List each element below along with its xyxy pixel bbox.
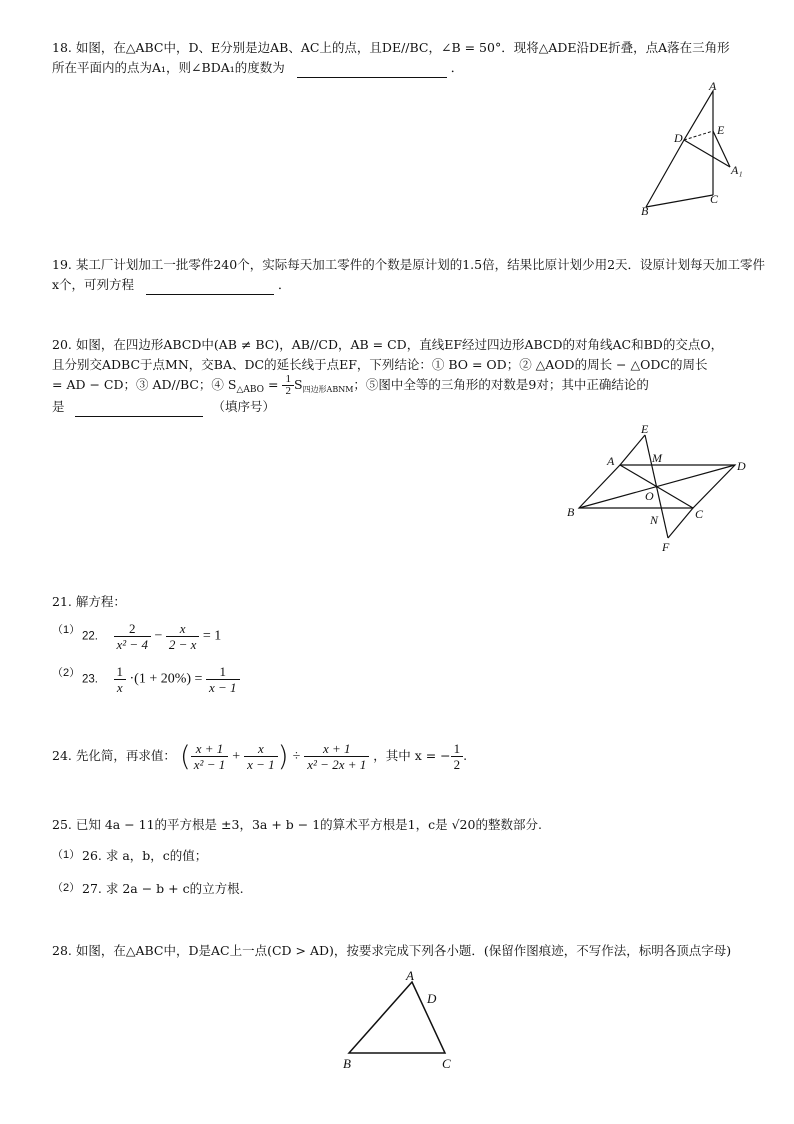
q24-value-num: 1 xyxy=(451,741,464,757)
q21-p1-f1-den: x² − 4 xyxy=(116,637,148,652)
fig28-label-a: A xyxy=(406,968,414,983)
q24-f3-den: x² − 2x + 1 xyxy=(307,757,367,772)
q21-p2-f1-num: 1 xyxy=(114,664,127,680)
fig20-label-o: O xyxy=(645,489,654,503)
question-24: 24. 先化简，再求值： ( $\frac{x + 1}{\text{x² − 1}}$ + $\frac{x}{x - 1}$ ) ÷ $\frac{x + 1}{\text{x² − 2x + 1}}$ ，其中 x = − $\frac{1}{2}$ . xyxy=(52,739,468,773)
q24-label: 24. 先化简，再求值： xyxy=(52,748,176,763)
q20-line3-a: = AD − CD；③ AD//BC；④ S xyxy=(52,377,237,392)
q21-p1-rhs: = 1 xyxy=(202,628,222,644)
q21-part1-number: 22. xyxy=(82,630,98,643)
fig20-label-n: N xyxy=(650,513,659,527)
fig20-label-d: D xyxy=(737,459,746,473)
figure-20 xyxy=(565,420,755,555)
question-18-line1: 18. 如图，在△ABC中，D、E分别是边AB、AC上的点，且DE//BC，∠B = 50°．现将△ADE沿DE折叠，点A落在三角形 xyxy=(52,40,730,55)
fig18-label-e: E xyxy=(717,123,725,137)
fig18-label-a: A xyxy=(709,79,717,93)
fig18-label-d: D xyxy=(674,131,683,145)
q20-frac-den: 2 xyxy=(285,385,291,397)
q24-f1-den: x² − 1 xyxy=(193,757,226,772)
q21-part2-number: 23. xyxy=(82,673,98,686)
fig20-label-c: C xyxy=(695,507,704,521)
question-25-line1: 25. 已知 4a − 11的平方根是 ±3，3a + b − 1的算术平方根是1，c是 √20的整数部分. xyxy=(52,817,542,832)
q20-line4-end: （填序号） xyxy=(212,399,275,414)
q20-line4-text: 是 xyxy=(52,399,65,414)
question-21-title: 21. 解方程： xyxy=(52,594,126,609)
q21-p2-f1-den: x xyxy=(116,680,123,695)
figure-28 xyxy=(340,965,470,1075)
q20-line3-eq: = xyxy=(264,377,283,392)
question-19-end: ． xyxy=(278,277,291,292)
q21-p2-mid: ·(1 + 20%) = xyxy=(129,671,203,687)
q24-f1-num: x + 1 xyxy=(191,741,228,757)
q21-part2-equation xyxy=(82,664,240,695)
q20-frac-num: 1 xyxy=(282,374,294,386)
fig20-label-f: F xyxy=(662,540,670,554)
fig20-label-m: M xyxy=(652,451,662,465)
fig28-label-c: C xyxy=(442,1056,451,1071)
question-19-line2 xyxy=(52,275,291,295)
q24-f2-den: x − 1 xyxy=(247,757,275,772)
question-20-line4 xyxy=(52,397,275,417)
q21-part1-label: （1） xyxy=(52,624,81,636)
q21-p1-f1-num: 2 xyxy=(114,621,151,637)
q25-part2-label: （2） xyxy=(52,882,81,894)
question-28-line1: 28. 如图，在△ABC中，D是AC上一点(CD > AD)，按要求完成下列各小题．(保留作图痕迹，不写作法，标明各顶点字母) xyxy=(52,943,732,958)
q24-end: . xyxy=(463,748,468,763)
q20-line3-sub2: 四边形ABNM xyxy=(302,385,354,394)
q20-line3-b: S xyxy=(293,377,303,392)
q21-part1-equation xyxy=(82,621,221,652)
q24-div: ÷ xyxy=(292,749,301,764)
q21-p1-f2-den: 2 − x xyxy=(168,637,197,652)
q21-part2-label: （2） xyxy=(52,667,81,679)
fig18-label-b: B xyxy=(641,204,649,218)
q24-f3-num: x + 1 xyxy=(304,741,369,757)
fig20-label-e: E xyxy=(641,422,649,436)
q25-part1-label: （1） xyxy=(52,849,81,861)
q24-value-den: 2 xyxy=(453,757,461,772)
fig18-label-a1: A₁ xyxy=(731,163,743,177)
q20-line3-c: ；⑤图中全等的三角形的对数是9对；其中正确结论的 xyxy=(353,377,649,392)
question-18-line2 xyxy=(52,58,463,78)
q20-line3-sub: △ABO xyxy=(236,385,265,395)
question-18-text: 所在平面内的点为A₁，则∠BDA₁的度数为 xyxy=(52,60,285,75)
q21-p2-f2-den: x − 1 xyxy=(208,680,237,695)
answer-blank-19[interactable] xyxy=(146,294,274,295)
question-19-text: x个，可列方程 xyxy=(52,277,135,292)
q21-p1-f2-num: x xyxy=(166,621,200,637)
fig20-label-b: B xyxy=(567,505,575,519)
q25-part1-text: 26. 求 a，b，c的值； xyxy=(82,848,208,863)
fig28-label-b: B xyxy=(343,1056,351,1071)
q21-p1-op: − xyxy=(154,628,163,644)
q21-p2-f2-num: 1 xyxy=(206,664,240,680)
question-20-line1: 20. 如图，在四边形ABCD中(AB ≠ BC)，AB//CD，AB = CD，直线EF经过四边形ABCD的对角线AC和BD的交点O， xyxy=(52,337,724,352)
fig20-label-a: A xyxy=(607,454,615,468)
q25-part2-text: 27. 求 2a − b + c的立方根. xyxy=(82,881,244,896)
fig18-label-c: C xyxy=(710,192,719,206)
fig28-label-d: D xyxy=(427,991,437,1006)
question-18-end: ． xyxy=(450,60,464,75)
answer-blank-18[interactable] xyxy=(297,77,447,78)
q24-plus: + xyxy=(232,749,241,764)
question-20-line2: 且分别交ADBC于点MN，交BA、DC的延长线于点EF，下列结论：① BO = OD；② △AOD的周长 − △ODC的周长 xyxy=(52,357,708,372)
figure-18 xyxy=(640,80,750,220)
q24-tail: ，其中 x = − xyxy=(373,748,451,763)
q24-f2-num: x xyxy=(244,741,278,757)
answer-blank-20[interactable] xyxy=(75,416,203,417)
question-19-line1: 19. 某工厂计划加工一批零件240个，实际每天加工零件的个数是原计划的1.5倍，结果比原计划少用2天．设原计划每天加工零件 xyxy=(52,257,766,272)
